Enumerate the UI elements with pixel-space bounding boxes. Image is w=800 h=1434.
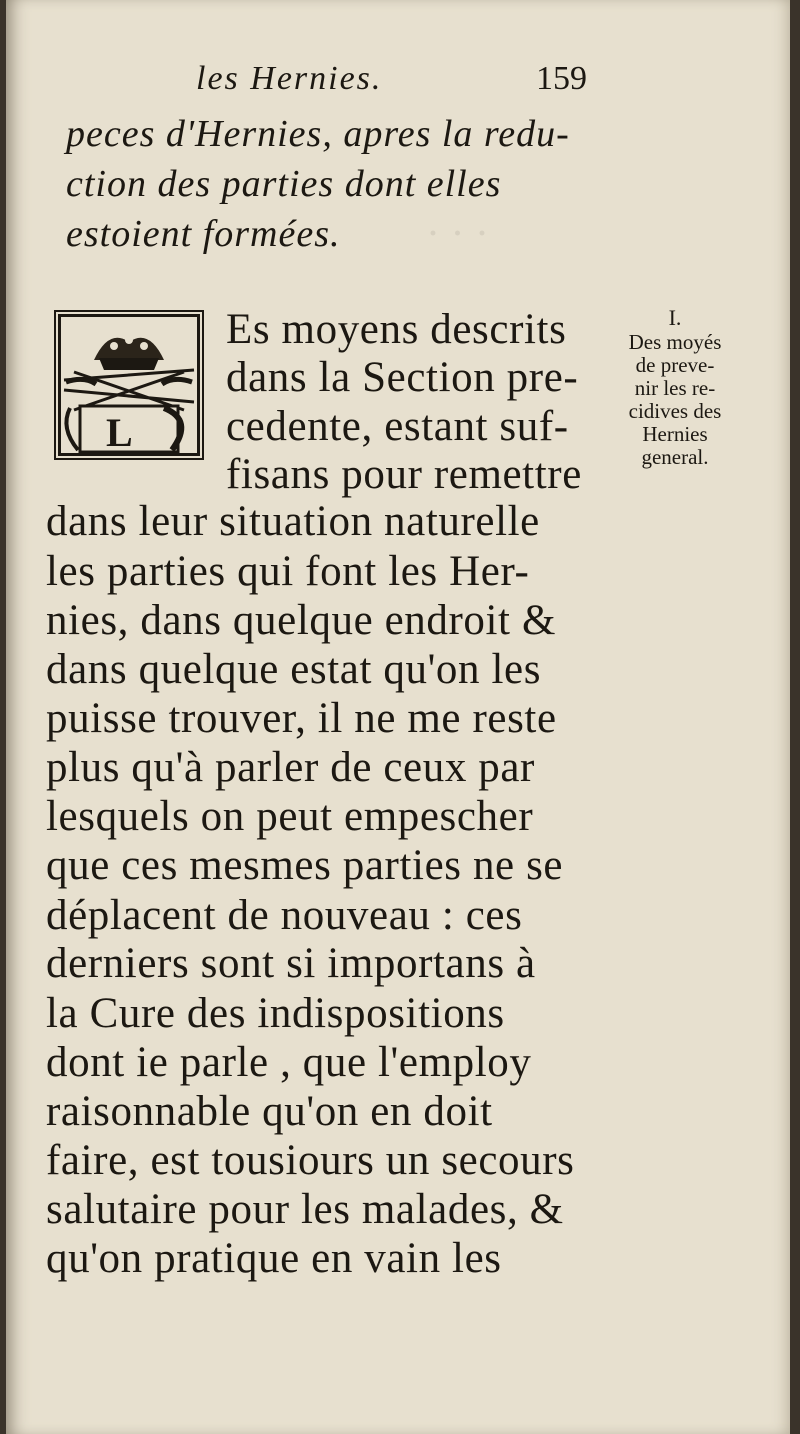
bleed-through-text: · · · xyxy=(426,211,489,257)
body-line: plus qu'à parler de ceux par xyxy=(46,744,535,791)
body-line: dans la Section pre- xyxy=(226,354,579,401)
body-line: dont ie parle , que l'employ xyxy=(46,1039,532,1086)
decorated-initial xyxy=(54,310,204,460)
body-line: puisse trouver, il ne me reste xyxy=(46,695,557,742)
body-line: lesquels on peut empescher xyxy=(46,793,534,840)
body-line: dans leur situation naturelle xyxy=(46,498,540,545)
body-line: fisans pour remettre xyxy=(226,451,582,498)
body-line: salutaire pour les malades, & xyxy=(46,1186,564,1233)
body-line: nies, dans quelque endroit & xyxy=(46,597,556,644)
margin-note-line: Hernies xyxy=(642,422,708,446)
drop-cap-letter: L xyxy=(106,410,133,455)
margin-note xyxy=(610,306,740,469)
page-number: 159 xyxy=(536,60,587,97)
body-line: la Cure des indispositions xyxy=(46,990,505,1037)
margin-note-line: de preve- xyxy=(635,353,715,377)
body-line: qu'on pratique en vain les xyxy=(46,1235,502,1282)
margin-note-line: cidives des xyxy=(628,399,722,423)
margin-note-line: nir les re- xyxy=(634,376,716,400)
body-line: cedente, estant suf- xyxy=(226,403,569,450)
body-line: que ces mesmes parties ne se xyxy=(46,842,564,889)
body-line: raisonnable qu'on en doit xyxy=(46,1088,493,1135)
intro-line: peces d'Hernies, apres la redu- xyxy=(66,113,570,155)
running-header: les Hernies. xyxy=(196,60,383,97)
margin-note-line: general. xyxy=(641,445,709,469)
body-line: les parties qui font les Her- xyxy=(46,548,530,595)
margin-note-line: Des moyés xyxy=(628,330,722,354)
body-line: dans quelque estat qu'on les xyxy=(46,646,542,693)
body-line: faire, est tousiours un secours xyxy=(46,1137,575,1184)
book-page xyxy=(6,0,790,1434)
body-line: déplacent de nouveau : ces xyxy=(46,892,523,939)
body-line: Es moyens descrits xyxy=(226,306,567,353)
margin-note-marker: I. xyxy=(668,305,682,330)
intro-line: estoient formées. xyxy=(66,213,341,255)
body-line: derniers sont si importans à xyxy=(46,940,536,987)
intro-line: ction des parties dont elles xyxy=(66,163,502,205)
